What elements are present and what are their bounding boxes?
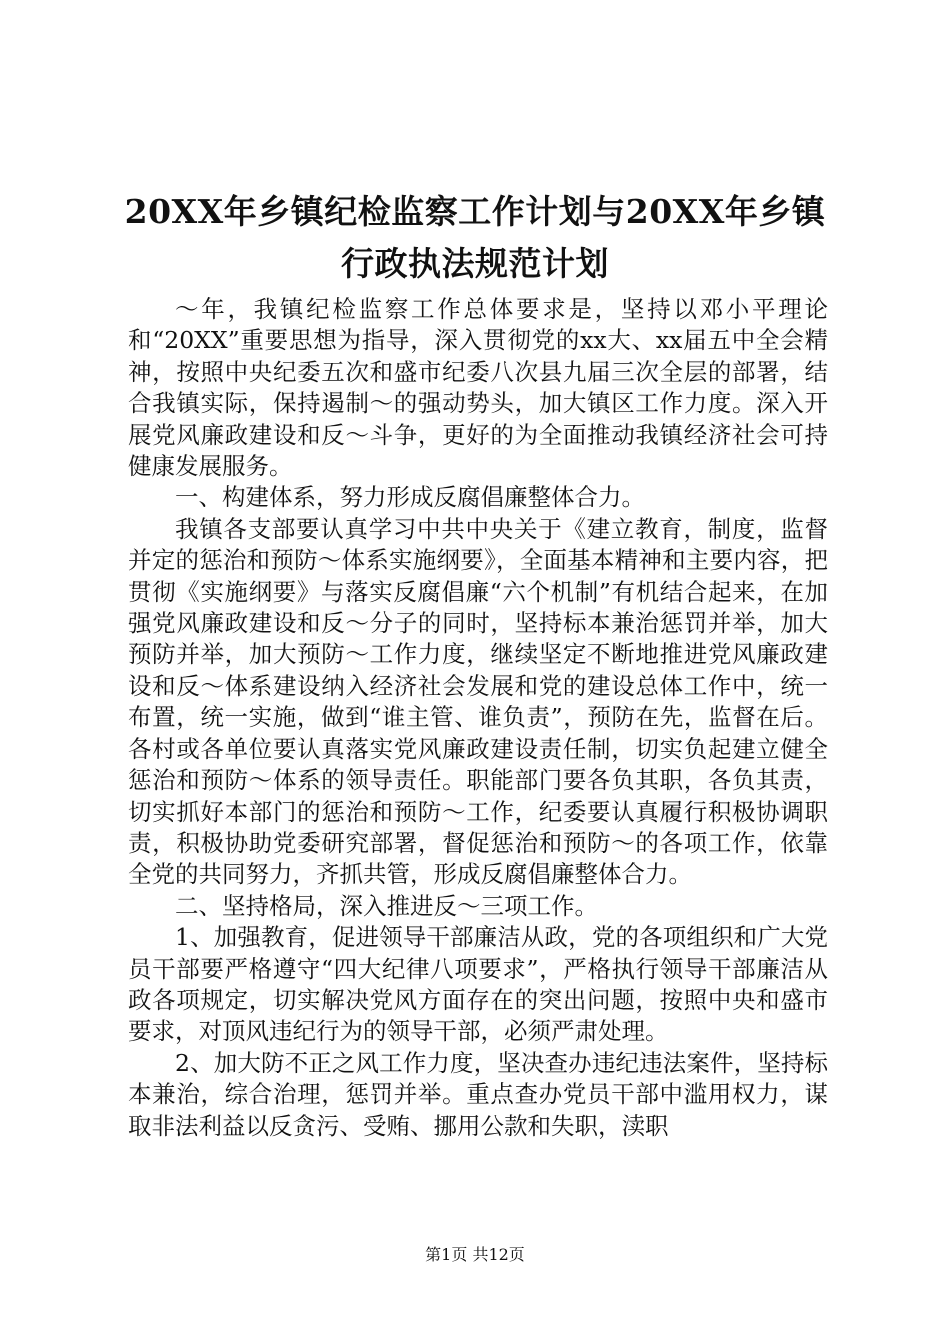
paragraph-intro: ～年，我镇纪检监察工作总体要求是，坚持以邓小平理论和“20XX”重要思想为指导，深入贯彻党的xx大、xx届五中全会精神，按照中央纪委五次和盛市纪委八次县九届三次全层的部署，结合我镇实际，保持遏制～的强动势头，加大镇区工作力度。深入开展党风廉政建设和反～斗争，更好的为全面推动我镇经济社会可持健康发展服务。 — [128, 295, 828, 481]
document-title-line-2: 行政执法规范计划 — [341, 244, 609, 283]
paragraph-item-2: 2、加大防不正之风工作力度，坚决查办违纪违法案件，坚持标本兼治，综合治理，惩罚并举。重点查办党员干部中滥用权力，谋取非法利益以反贪污、受贿、挪用公款和失职，渎职 — [128, 1048, 828, 1140]
paragraph-item-1: 1、加强教育，促进领导干部廉洁从政，党的各项组织和广大党员干部要严格遵守“四大纪律八项要求”，严格执行领导干部廉洁从政各项规定，切实解决党风方面存在的突出问题，按照中央和盛市要求，对顶风违纪行为的领导干部，必须严肃处理。 — [128, 923, 828, 1046]
section-heading-2: 二、坚持格局，深入推进反～三项工作。 — [175, 891, 598, 920]
document-title-line-1: 20XX年乡镇纪检监察工作计划与20XX年乡镇 — [124, 192, 826, 231]
page-footer: 第1页 共12页 — [425, 1245, 525, 1264]
document-body — [128, 294, 828, 1142]
section-heading-1: 一、构建体系，努力形成反腐倡廉整体合力。 — [175, 483, 645, 512]
paragraph-section-1: 我镇各支部要认真学习中共中央关于《建立教育，制度，监督并定的惩治和预防～体系实施纲要》，全面基本精神和主要内容，把贯彻《实施纲要》与落实反腐倡廉“六个机制”有机结合起来，在加强党风廉政建设和反～分子的同时，坚持标本兼治惩罚并举，加大预防并举，加大预防～工作力度，继续坚定不断地推进党风廉政建设和反～体系建设纳入经济社会发展和党的建设总体工作中，统一布置，统一实施，做到“谁主管、谁负责”，预防在先，监督在后。各村或各单位要认真落实党风廉政建设责任制，切实负起建立健全惩治和预防～体系的领导责任。职能部门要各负其职，各负其责，切实抓好本部门的惩治和预防～工作，纪委要认真履行积极协调职责，积极协助党委研究部署，督促惩治和预防～的各项工作，依靠全党的共同努力，齐抓共管，形成反腐倡廉整体合力。 — [128, 514, 828, 889]
